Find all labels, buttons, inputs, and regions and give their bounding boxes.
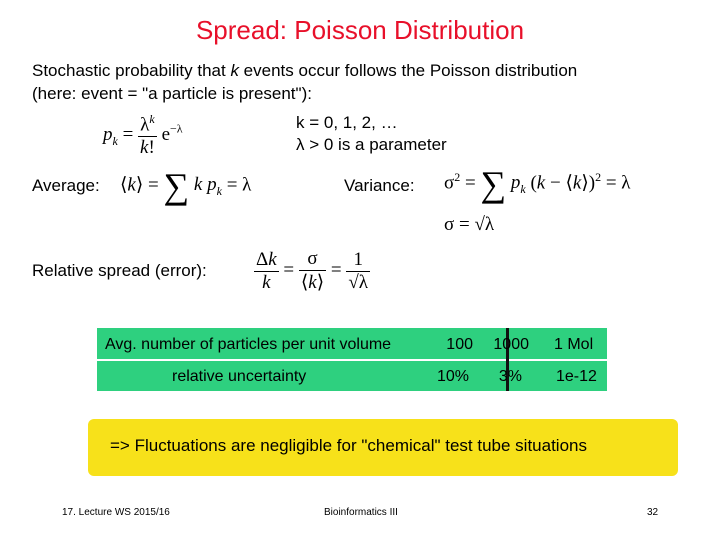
conclusion-text: => Fluctuations are negligible for "chemical" test tube situations	[110, 436, 587, 455]
footer-course: Bioinformatics III	[324, 507, 398, 518]
row2-value: 1e-12	[556, 368, 597, 385]
intro-line-2: (here: event = "a particle is present"):	[32, 84, 312, 103]
conclusion-box	[88, 419, 678, 476]
page-number: 32	[647, 507, 659, 518]
relative-spread-formula: $\frac{\Delta k}{k}$ = $\frac{\sigma}{⟨k⟩}$ = $\frac{1}{√\lambda}$	[256, 248, 369, 293]
row-divider	[97, 359, 607, 361]
lambda-note: λ > 0 is a parameter	[296, 135, 447, 154]
row2-value: 3%	[498, 368, 522, 385]
row2-value: 10%	[436, 368, 469, 385]
relative-spread-label: Relative spread (error):	[32, 261, 207, 280]
row2-label: relative uncertainty	[172, 368, 307, 385]
row1-value: 1000	[493, 336, 529, 353]
variance-label: Variance:	[344, 176, 415, 195]
slide-title: Spread: Poisson Distribution	[195, 15, 525, 45]
row1-value: 1 Mol	[554, 336, 594, 353]
row1-label: Avg. number of particles per unit volume	[105, 336, 392, 353]
k-values-note: k = 0, 1, 2, …	[296, 113, 398, 132]
average-formula: ⟨k⟩ = ∑ k $p_k = \lambda$	[120, 166, 252, 206]
variance-formula: $\sigma^2$ = ∑ $p_k$ (k − ⟨k⟩)$^2$ = λ	[444, 164, 631, 204]
uncertainty-table	[97, 328, 607, 391]
row1-value: 100	[446, 336, 473, 353]
footer-lecture: 17. Lecture WS 2015/16	[62, 507, 170, 518]
sigma-formula: σ = √λ	[444, 214, 495, 235]
average-label: Average:	[32, 176, 100, 195]
intro-text	[32, 59, 692, 105]
intro-line-1: Stochastic probability that k events occur follows the Poisson distribution	[32, 61, 578, 80]
poisson-formula: $p_k$ = $\frac{\lambda^k}{k!}$ $e^{-\lambda}$	[103, 112, 183, 159]
